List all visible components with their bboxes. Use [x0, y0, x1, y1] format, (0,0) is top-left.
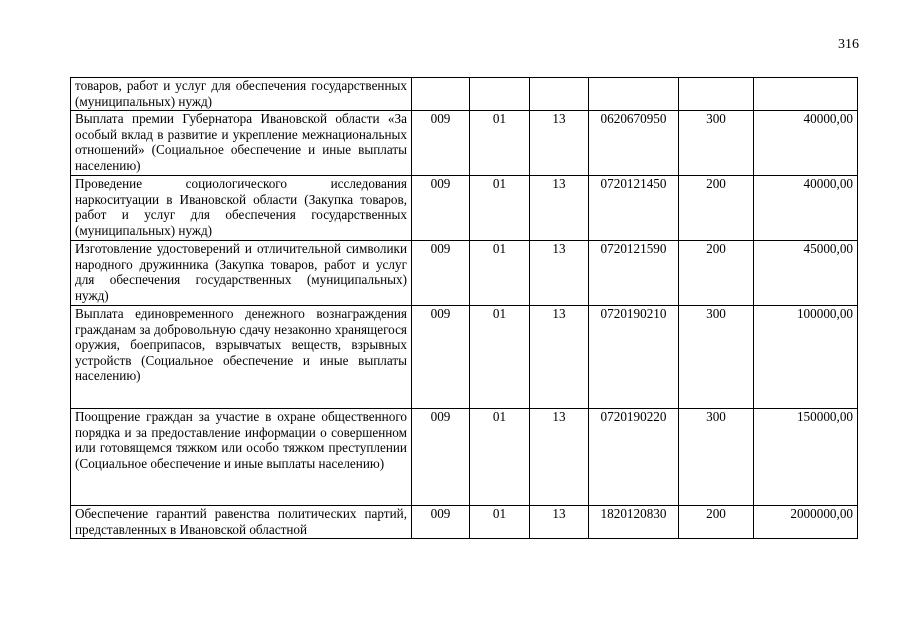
expense-type-code: 300 — [679, 409, 754, 506]
ministry-code: 009 — [412, 409, 470, 506]
ministry-code: 009 — [412, 506, 470, 539]
row-description: Выплата единовременного денежного вознаграждения гражданам за добровольную сдачу незаконно хранящегося оружия, боеприпасов, взрывчатых веществ, взрывных устройств (Социальное обеспечение и иные выплаты населению) — [71, 306, 412, 409]
row-description: Обеспечение гарантий равенства политических партий, представленных в Ивановской областной — [71, 506, 412, 539]
row-description: Выплата премии Губернатора Ивановской области «За особый вклад в развитие и укрепление межнациональных отношений» (Социальное обеспечение и иные выплаты населению) — [71, 111, 412, 176]
expense-type-code: 200 — [679, 506, 754, 539]
subsection-code: 13 — [530, 409, 589, 506]
amount: 40000,00 — [754, 176, 858, 241]
row-description: Изготовление удостоверений и отличительной символики народного дружинника (Закупка товаров, работ и услуг для обеспечения государственных (муниципальных) нужд) — [71, 241, 412, 306]
target-article-code: 0720190220 — [589, 409, 679, 506]
expense-type-code: 300 — [679, 306, 754, 409]
table-row — [71, 241, 858, 306]
ministry-code: 009 — [412, 241, 470, 306]
ministry-code: 009 — [412, 176, 470, 241]
table-row — [71, 506, 858, 539]
amount: 150000,00 — [754, 409, 858, 506]
subsection-code: 13 — [530, 306, 589, 409]
expense-type-code: 200 — [679, 241, 754, 306]
target-article-code: 0720121450 — [589, 176, 679, 241]
section-code: 01 — [470, 111, 530, 176]
subsection-code — [530, 78, 589, 111]
section-code: 01 — [470, 506, 530, 539]
table-row — [71, 176, 858, 241]
amount: 100000,00 — [754, 306, 858, 409]
table-row — [71, 409, 858, 506]
table-row — [71, 111, 858, 176]
subsection-code: 13 — [530, 111, 589, 176]
amount: 40000,00 — [754, 111, 858, 176]
section-code: 01 — [470, 409, 530, 506]
target-article-code: 0720121590 — [589, 241, 679, 306]
subsection-code: 13 — [530, 506, 589, 539]
target-article-code — [589, 78, 679, 111]
amount — [754, 78, 858, 111]
subsection-code: 13 — [530, 241, 589, 306]
section-code: 01 — [470, 176, 530, 241]
target-article-code: 1820120830 — [589, 506, 679, 539]
row-description: Проведение социологического исследования наркоситуации в Ивановской области (Закупка товаров, работ и услуг для обеспечения государственных (муниципальных) нужд) — [71, 176, 412, 241]
section-code: 01 — [470, 241, 530, 306]
page-number: 316 — [838, 37, 859, 52]
expense-type-code: 200 — [679, 176, 754, 241]
ministry-code: 009 — [412, 306, 470, 409]
ministry-code — [412, 78, 470, 111]
budget-table — [70, 77, 858, 539]
table-row — [71, 78, 858, 111]
section-code: 01 — [470, 306, 530, 409]
expense-type-code: 300 — [679, 111, 754, 176]
amount: 2000000,00 — [754, 506, 858, 539]
ministry-code: 009 — [412, 111, 470, 176]
row-description: товаров, работ и услуг для обеспечения государственных (муниципальных) нужд) — [71, 78, 412, 111]
amount: 45000,00 — [754, 241, 858, 306]
subsection-code: 13 — [530, 176, 589, 241]
row-description: Поощрение граждан за участие в охране общественного порядка и за предоставление информации о совершенном или готовящемся тяжком или особо тяжком преступлении (Социальное обеспечение и иные выплаты населению) — [71, 409, 412, 506]
table-row — [71, 306, 858, 409]
target-article-code: 0620670950 — [589, 111, 679, 176]
expense-type-code — [679, 78, 754, 111]
section-code — [470, 78, 530, 111]
target-article-code: 0720190210 — [589, 306, 679, 409]
